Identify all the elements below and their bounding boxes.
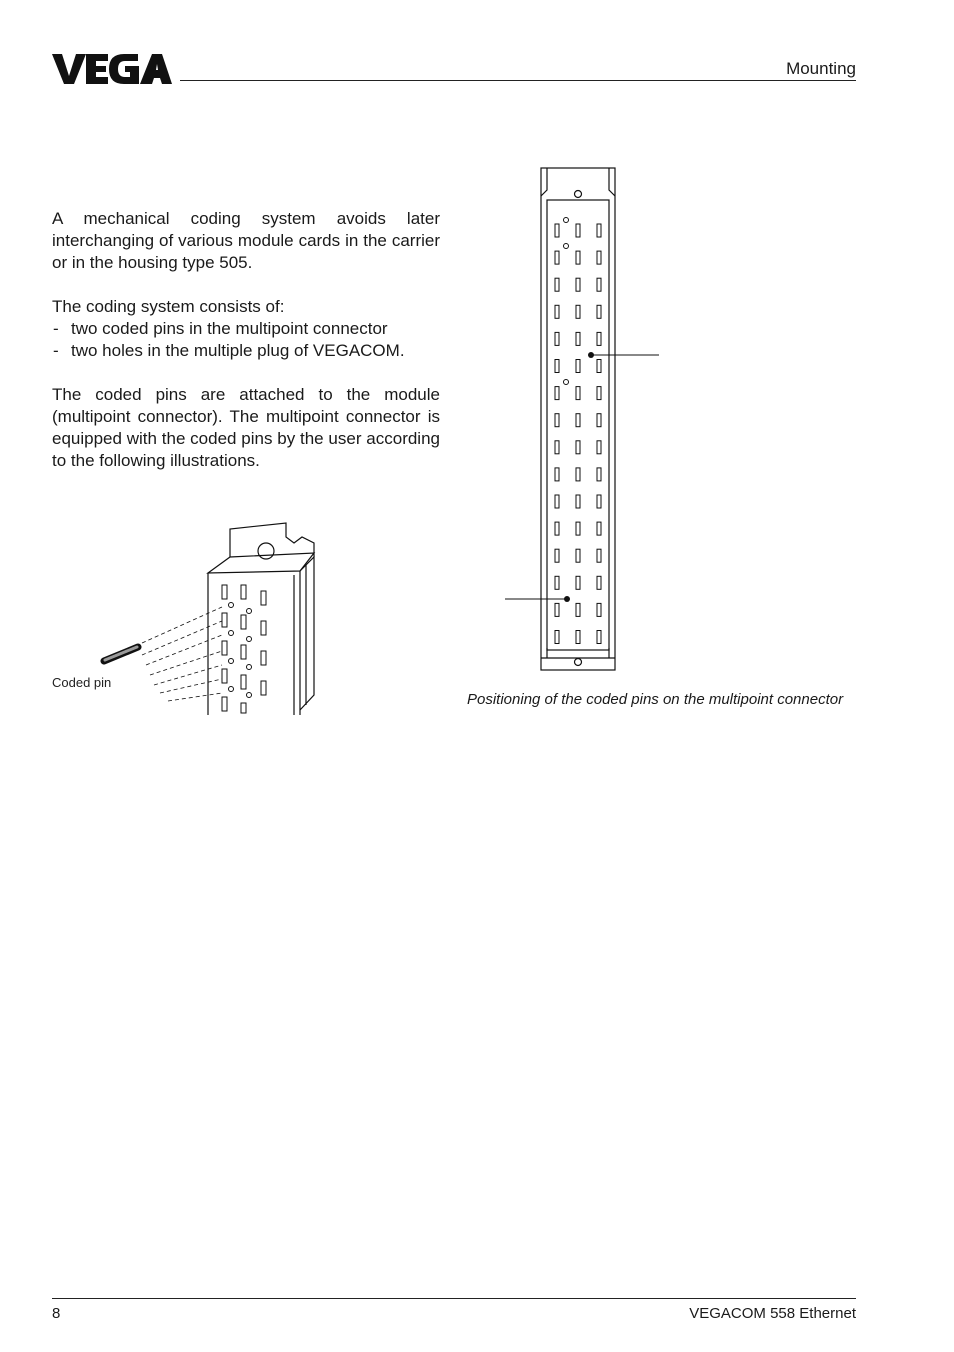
contact-slot	[576, 549, 580, 562]
contact-slot	[576, 278, 580, 291]
contact-slot	[597, 522, 601, 535]
contact-slot	[576, 441, 580, 454]
connector-3d-figure	[50, 515, 350, 725]
contact-slot	[597, 468, 601, 481]
list-item: - two holes in the multiple plug of VEGACOM.	[52, 340, 440, 362]
coding-list	[52, 318, 440, 362]
contact-slot	[597, 414, 601, 427]
contact-slot	[555, 305, 559, 318]
contact-slot	[597, 278, 601, 291]
contact-slot	[555, 224, 559, 237]
page-number: 8	[52, 1305, 61, 1322]
contact-slot	[576, 305, 580, 318]
body-text	[52, 208, 440, 494]
contact-slot	[597, 305, 601, 318]
contact-slot	[555, 332, 559, 345]
document-title: VEGACOM 558 Ethernet	[689, 1305, 856, 1322]
vega-logo	[52, 50, 172, 86]
contact-slot	[597, 387, 601, 400]
contact-slot	[576, 360, 580, 373]
contact-slot	[555, 360, 559, 373]
coded-pin-icon	[104, 647, 138, 661]
contact-slot	[576, 468, 580, 481]
contact-slot	[555, 495, 559, 508]
connector-front-drawing	[495, 160, 675, 680]
contact-slot	[555, 549, 559, 562]
contact-slot	[555, 251, 559, 264]
contact-slot	[576, 414, 580, 427]
contact-slot	[576, 224, 580, 237]
contact-slot	[597, 576, 601, 589]
contact-slot	[597, 251, 601, 264]
connector-3d-drawing	[50, 515, 350, 725]
contact-slot	[576, 603, 580, 616]
intro-paragraph: A mechanical coding system avoids later interchanging of various module cards in the carrier or in the housing type 505.	[52, 209, 440, 272]
footer-rule	[52, 1298, 856, 1299]
contact-slot	[555, 522, 559, 535]
contact-slot	[597, 441, 601, 454]
contact-slot	[576, 576, 580, 589]
connector-front-figure	[495, 160, 675, 680]
figure-caption: Positioning of the coded pins on the multipoint connector	[467, 691, 844, 708]
coded-pin-position-marker	[564, 596, 570, 602]
contact-slot	[597, 360, 601, 373]
contact-slot	[597, 224, 601, 237]
contact-slot	[597, 332, 601, 345]
contact-slot	[576, 495, 580, 508]
contact-slot	[555, 387, 559, 400]
coded-pin-label: Coded pin	[52, 675, 112, 690]
contact-slot	[555, 468, 559, 481]
contact-slot	[597, 495, 601, 508]
contact-slot	[576, 522, 580, 535]
contact-slot	[576, 332, 580, 345]
contact-slot	[555, 441, 559, 454]
contact-slot	[555, 414, 559, 427]
contact-slot	[597, 549, 601, 562]
contact-slot	[555, 278, 559, 291]
contact-slot	[576, 251, 580, 264]
section-title: Mounting	[786, 59, 856, 78]
header-rule	[180, 80, 856, 81]
contact-slot	[576, 387, 580, 400]
contact-slot	[576, 631, 580, 644]
contact-slot	[555, 603, 559, 616]
contact-slot	[597, 631, 601, 644]
coded-pin-position-marker	[588, 352, 594, 358]
contact-slot	[555, 576, 559, 589]
pins-paragraph: The coded pins are attached to the module (multipoint connector). The multipoint connector is equipped with the coded pins by the user according to the following illustrations.	[52, 385, 440, 470]
contact-slot	[555, 631, 559, 644]
list-item: - two coded pins in the multipoint connector	[52, 318, 440, 340]
coding-system-block	[52, 296, 440, 362]
contact-slot	[597, 603, 601, 616]
list-intro: The coding system consists of:	[52, 297, 285, 316]
